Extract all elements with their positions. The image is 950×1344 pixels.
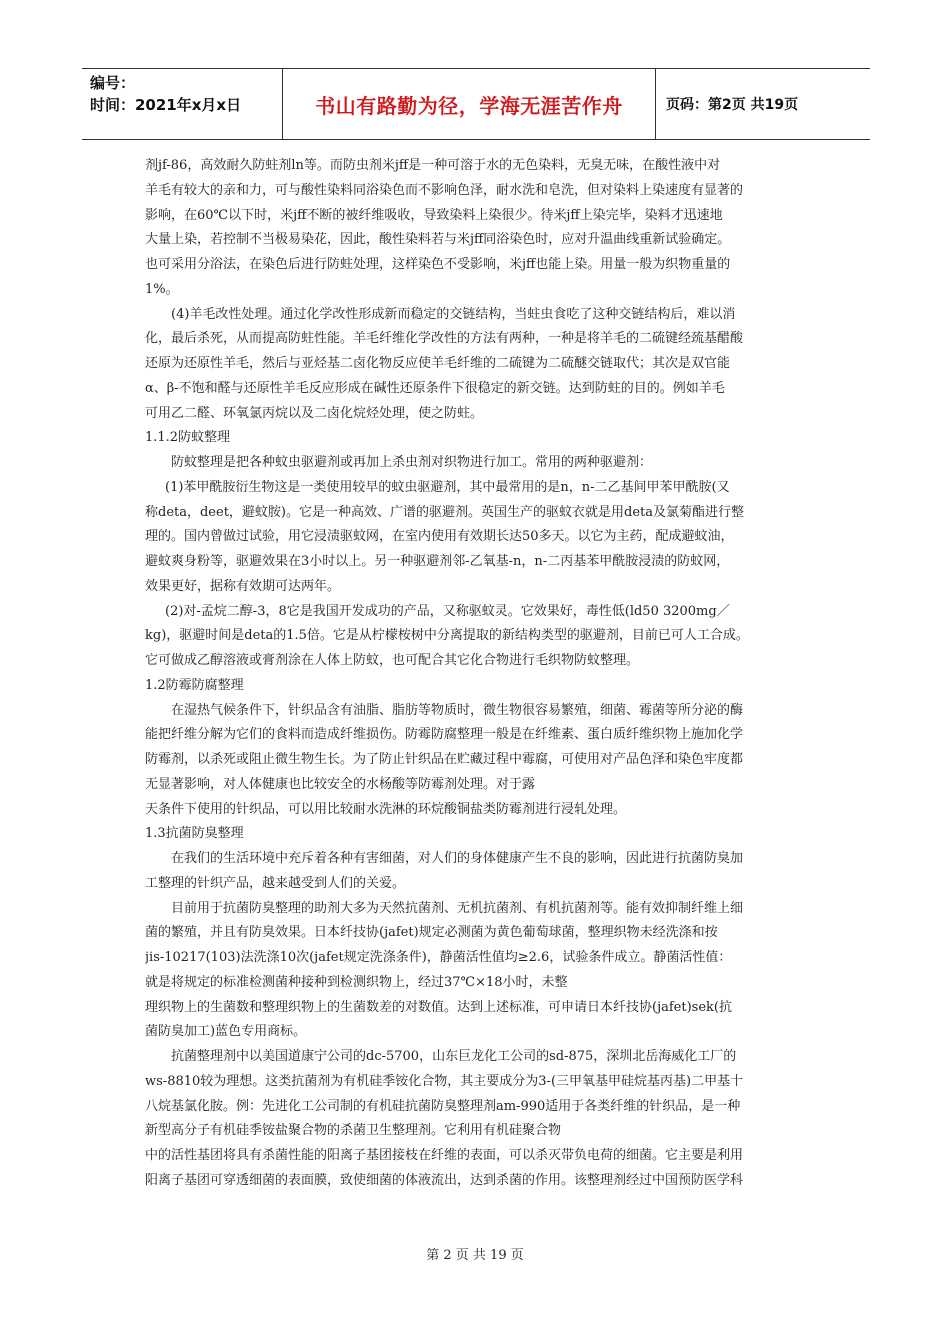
header-motto: 书山有路勤为径，学海无涯苦作舟 [282,69,656,139]
body-text-line: 1%。 [145,281,179,297]
body-text-line: 中的活性基团将具有杀菌性能的阳离子基团接枝在纤维的表面，可以杀灭带负电荷的细菌。它主要是利用 [145,1148,744,1163]
body-text-line: kg)，驱避时间是deta的1.5倍。它是从柠檬桉树中分离提取的新结构类型的驱避剂，目前已可人工合成。 [145,628,749,644]
body-text-line: (2)对-孟烷二醇-3，8它是我国开发成功的产品，又称驱蚊灵。它效果好，毒性低(ld50 3200mg／ [165,603,730,619]
body-text-line: 能把纤维分解为它们的食料而造成纤维损伤。防霉防腐整理一般是在纤维素、蛋白质纤维织物上施加化学 [145,727,744,743]
body-text-line: 1.2防霉防腐整理 [145,677,244,693]
body-text-line: 称deta，deet，避蚊胺)。它是一种高效、广谱的驱避剂。英国生产的驱蚊衣就是用deta及氯菊酯进行整 [145,504,744,520]
body-text-line: 影响，在60℃以下时，米jff不断的被纤维吸收，导致染料上染很少。待米jff上染完毕，染料才迅速地 [145,207,723,223]
body-text-line: 1.1.2防蚊整理 [145,430,231,446]
body-text-line: 无显著影响，对人体健康也比较安全的水杨酸等防霉剂处理。对于露 [145,776,536,792]
body-text-line: 防蚊整理是把各种蚊虫驱避剂或再加上杀虫剂对织物进行加工。常用的两种驱避剂： [171,455,653,470]
header-page-number: 页码：第2页 共19页 [666,97,799,113]
document-body [145,154,815,1194]
body-text-line: 八烷基氯化胺。例：先进化工公司制的有机硅抗菌防臭整理剂am-990适用于各类纤维的针织品，是一种 [145,1098,741,1114]
body-text-line: (4)羊毛改性处理。通过化学改性形成新而稳定的交链结构，当蛀虫食吃了这种交链结构后，难以消 [171,306,736,322]
body-text-line: 菌防臭加工)蓝色专用商标。 [145,1024,307,1040]
body-text-line: 还原为还原性羊毛，然后与亚烃基二卤化物反应使羊毛纤维的二硫键为二硫醚交链取代；其次是双官能 [145,356,731,371]
body-text-line: 在湿热气候条件下，针织品含有油脂、脂肪等物质时，微生物很容易繁殖，细菌、霉菌等所分泌的酶 [171,702,744,718]
body-text-line: 菌的繁殖，并且有防臭效果。日本纤技协(jafet)规定必测菌为黄色葡萄球菌，整理织物未经洗涤和按 [145,925,718,941]
document-time-label: 时间：2021年x月x日 [90,96,242,114]
header-meta [82,69,282,139]
body-text-line: α、β-不饱和醛与还原性羊毛反应形成在碱性还原条件下很稳定的新交链。达到防蛀的目的。例如羊毛 [145,380,725,396]
body-text-line: 防霉剂，以杀死或阻止微生物生长。为了防止针织品在贮藏过程中霉腐，可使用对产品色泽和染色牢度都 [145,752,744,767]
body-text-line: jis-10217(103)法洗涤10次(jafet规定洗涤条件)，静菌活性值均≥2.6，试验条件成立。静菌活性值： [145,950,732,965]
body-text-line: 阳离子基团可穿透细菌的表面膜，致使细菌的体液流出，达到杀菌的作用。该整理剂经过中国预防医学科 [145,1172,744,1188]
body-text-line: 也可采用分浴法，在染色后进行防蛀处理，这样染色不受影响，米jff也能上染。用量一般为织物重量的 [145,257,731,272]
body-text-line: 天条件下使用的针织品，可以用比较耐水洗淋的环烷酸铜盐类防霉剂进行浸轧处理。 [145,801,627,817]
body-text-line: 在我们的生活环境中充斥着各种有害细菌，对人们的身体健康产生不良的影响，因此进行抗菌防臭加 [171,851,744,866]
body-text-line: ws-8810较为理想。这类抗菌剂为有机硅季铵化合物，其主要成分为3-(三甲氧基甲硅烷基丙基)二甲基十 [145,1073,744,1089]
body-text-line: 大量上染，若控制不当极易染花，因此，酸性染料若与米jff同浴染色时，应对升温曲线重新试验确定。 [145,232,731,248]
page-footer: 第 2 页 共 19 页 [426,1248,524,1263]
body-text-line: 理的。国内曾做过试验，用它浸渍驱蚊网，在室内使用有效期长达50多天。以它为主药，配成避蚊油， [145,529,734,545]
page-header [82,68,870,140]
body-text-line: 工整理的针织产品，越来越受到人们的关爱。 [145,875,406,891]
body-text-line: 它可做成乙醇溶液或膏剂涂在人体上防蚊，也可配合其它化合物进行毛织物防蚊整理。 [145,653,640,668]
body-text-line: (1)苯甲酰胺衍生物这是一类使用较早的蚊虫驱避剂，其中最常用的是n，n-二乙基间甲苯甲酰胺(又 [165,479,730,495]
body-text-line: 1.3抗菌防臭整理 [145,826,244,842]
body-text-line: 新型高分子有机硅季铵盐聚合物的杀菌卫生整理剂。它利用有机硅聚合物 [145,1123,562,1139]
body-text-line: 理织物上的生菌数和整理织物上的生菌数差的对数值。达到上述标准，可申请日本纤技协(jafet)sek(抗 [145,999,732,1015]
body-text-line: 可用乙二醛、环氧氯丙烷以及二卤化烷烃处理，使之防蛀。 [145,405,484,421]
body-text-line: 羊毛有较大的亲和力，可与酸性染料同浴染色而不影响色泽，耐水洗和皂洗，但对染料上染速度有显著的 [145,182,744,198]
body-text-line: 化，最后杀死，从而提高防蛀性能。羊毛纤维化学改性的方法有两种，一种是将羊毛的二硫键经巯基醋酸 [145,331,744,347]
body-text-line: 剂jf-86，高效耐久防蛀剂ln等。而防虫剂米jff是一种可溶于水的无色染料，无臭无味，在酸性液中对 [145,158,721,173]
body-text-line: 效果更好，据称有效期可达两年。 [145,578,341,594]
document-number-label: 编号： [90,74,136,92]
body-text-line: 就是将规定的标准检测菌种接种到检测织物上，经过37℃×18小时，未整 [145,974,568,990]
body-text-line: 抗菌整理剂中以美国道康宁公司的dc-5700，山东巨龙化工公司的sd-875，深圳北岳海威化工厂的 [171,1049,737,1064]
body-text-line: 目前用于抗菌防臭整理的助剂大多为天然抗菌剂、无机抗菌剂、有机抗菌剂等。能有效抑制纤维上细 [171,900,744,916]
body-text-line: 避蚊爽身粉等，驱避效果在3小时以上。另一种驱避剂邻-乙氧基-n，n-二丙基苯甲酰胺浸渍的防蚊网， [145,554,730,569]
